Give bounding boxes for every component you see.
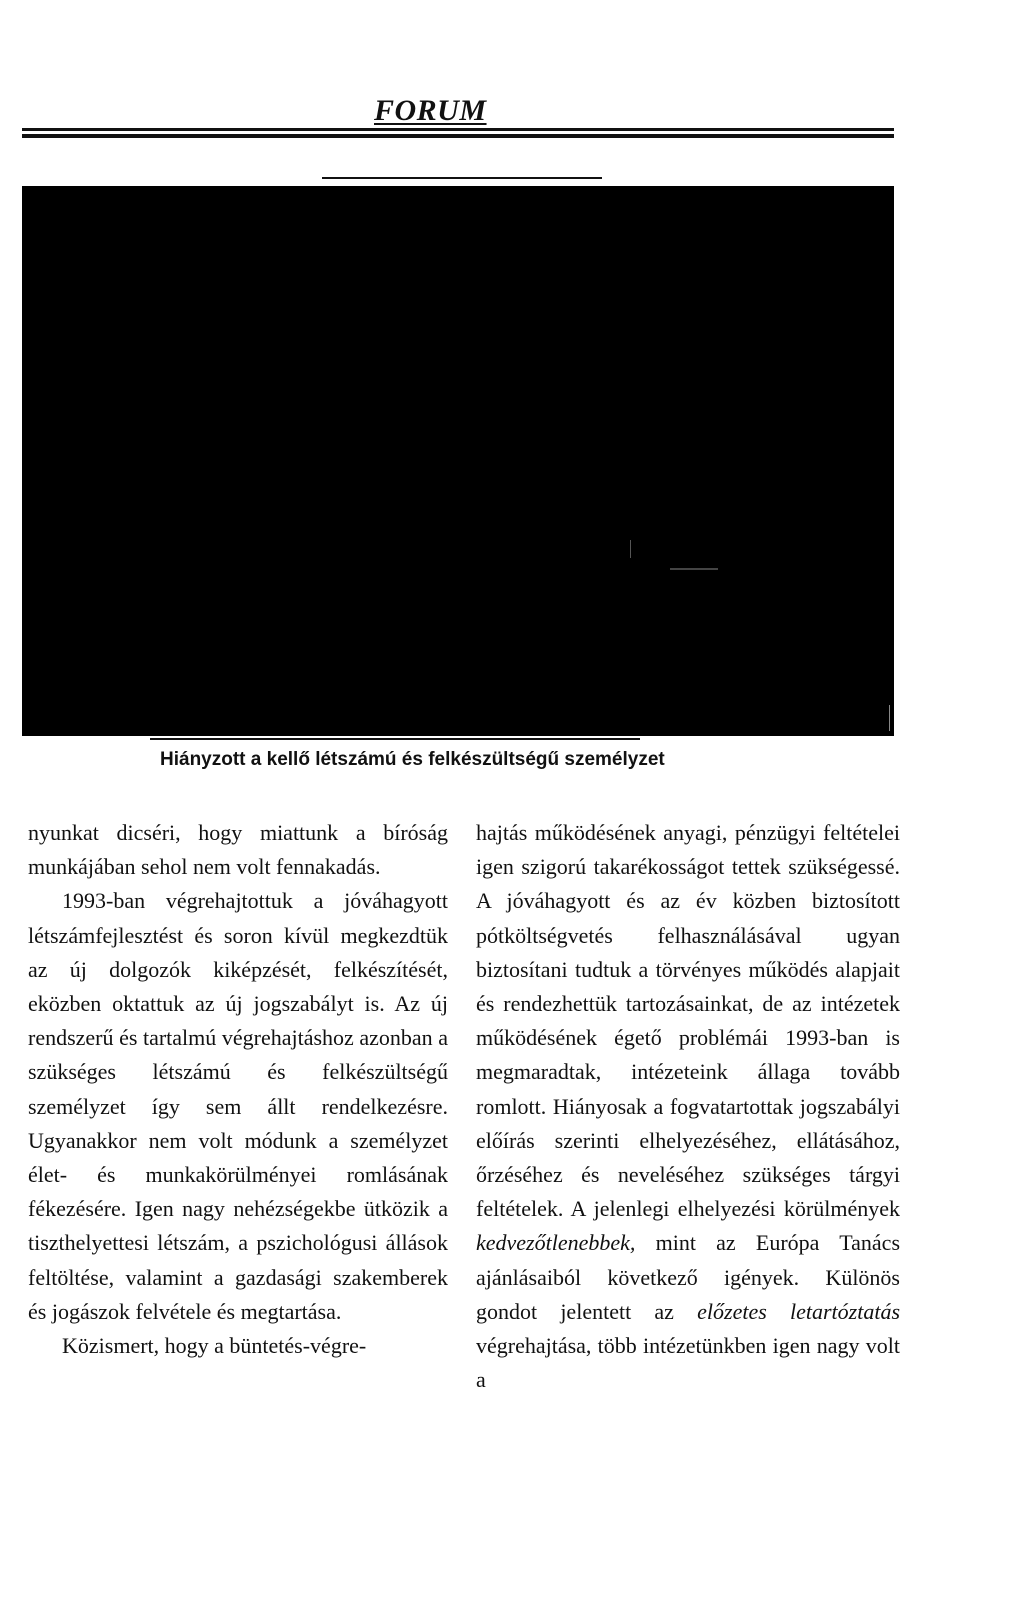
paragraph: Közismert, hogy a büntetés-végre- <box>62 1333 367 1359</box>
emphasis: előzetes letartóztatás <box>697 1298 901 1324</box>
text-run: mint az Európa Tanács ajánlásaiból következő igények. Különös gondot jelentett az <box>476 1230 901 1324</box>
figure-caption: Hiányzott a kellő létszámú és felkészültségű személyzet <box>160 749 665 770</box>
photograph <box>22 186 894 736</box>
text-run: végrehajtása, több intézetünkben igen nagy volt a <box>476 1333 900 1393</box>
paragraph: 1993-ban végrehajtottuk a jóváhagyott létszámfejlesztést és soron kívül megkezdtük az új dolgozók kiképzését, felkészítését, eközben oktattuk az új jogszabályt is. Az új rendszerű és tartalmú végrehajtáshoz azonban a szükséges létszámú és felkészültségű személyzet így sem állt rendelkezésre. Ugyanakkor nem volt módunk a személyzet élet- és munkakörülményei romlásának fékezésére. Igen nagy nehézségekbe ütközik a tiszthelyettesi létszám, a pszichológusi állások feltöltése, valamint a gazdasági szakemberek és jogászok felvétele és megtartása. <box>28 888 448 1324</box>
article-column-left <box>28 816 448 1363</box>
caption-rule <box>150 738 640 740</box>
section-title: FORUM <box>374 94 487 127</box>
article-column-right <box>476 816 900 1397</box>
header-rule-thick <box>22 134 894 138</box>
header-short-rule <box>322 177 602 179</box>
paragraph <box>476 816 900 1397</box>
text-run: hajtás működésének anyagi, pénzügyi feltételei igen szigorú takarékosságot tettek szükségessé. A jóváhagyott és az év közben biztosított pótköltségvetés felhasználásával ugyan biztosítani tudtuk a törvényes működés alapjait és rendezhettük tartozásainkat, de az intézetek működésének égető problémái 1993-ban is megmaradtak, intézeteink állaga tovább romlott. Hiányosak a fogvatartottak jogszabályi előírás szerinti elhelyezéséhez, ellátásához, őrzéséhez és neveléséhez szükséges tárgyi feltételek. A jelenlegi elhelyezési körülmények <box>476 820 900 1222</box>
photo-detail <box>670 568 718 570</box>
emphasis: kedvezőtlenebbek, <box>476 1230 636 1256</box>
header-rule <box>22 128 894 131</box>
photo-detail <box>630 540 631 558</box>
paragraph: nyunkat dicséri, hogy miattunk a bíróság munkájában sehol nem volt fennakadás. <box>28 820 448 880</box>
photo-edge-mark <box>889 705 890 731</box>
